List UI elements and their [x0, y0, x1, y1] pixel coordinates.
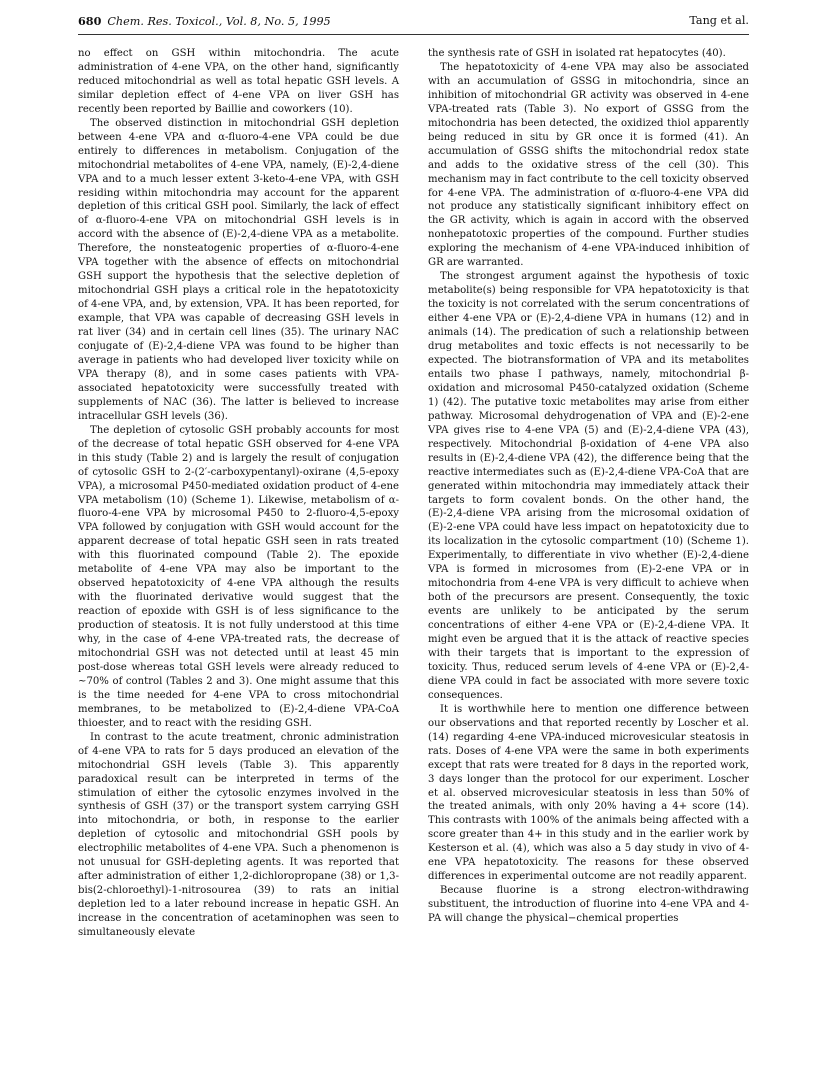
running-header: [78, 14, 749, 32]
paragraph: It is worthwhile here to mention one difference between our observations and that reported recently by Loscher et al. (14) regarding 4-ene VPA-induced microvesicular steatosis in rats. Doses of 4-ene VPA were the same in both experiments except that rats were treated for 8 days in the reported work, 3 days longer than the protocol for our experiment. Loscher et al. observed microvesicular steatosis in less than 50% of the treated animals, with only 20% having a 4+ score (14). This contrasts with 100% of the animals being affected with a score greater than 4+ in this study and in the earlier work by Kesterson et al. (4), which was also a 5 day study in vivo of 4-ene VPA hepatotoxicity. The reasons for these observed differences in experimental outcome are not readily apparent.: [428, 703, 749, 883]
paragraph: the synthesis rate of GSH in isolated rat hepatocytes (40).: [428, 48, 726, 59]
paragraph: Because fluorine is a strong electron-withdrawing substituent, the introduction of fluorine into 4-ene VPA and 4-PA will change the physical−chemical properties: [428, 885, 749, 925]
paragraph: The hepatotoxicity of 4-ene VPA may also be associated with an accumulation of GSSG in mitochondria, since an inhibition of mitochondrial GR activity was observed in 4-ene VPA-treated rats (Table 3). No export of GSSG from the mitochondria has been detected, the oxidized thiol apparently being reduced in situ by GR once it is formed (41). An accumulation of GSSG shifts the mitochondrial redox state and adds to the oxidative stress of the cell (30). This mechanism may in fact contribute to the cell toxicity observed for 4-ene VPA. The administration of α-fluoro-4-ene VPA did not produce any statistically significant inhibitory effect on the GR activity, which is again in accord with the observed nonhepatotoxic properties of the compound. Further studies exploring the mechanism of 4-ene VPA-induced inhibition of GR are warranted.: [428, 61, 749, 269]
header-rule: [78, 34, 749, 35]
paragraph: The depletion of cytosolic GSH probably accounts for most of the decrease of total hepatic GSH observed for 4-ene VPA in this study (Table 2) and is largely the result of conjugation of cytosolic GSH to 2-(2′-carboxypentanyl)-oxirane (4,5-epoxy VPA), a microsomal P450-mediated oxidation product of 4-ene VPA metabolism (10) (Scheme 1). Likewise, metabolism of α-fluoro-4-ene VPA by microsomal P450 to 2-fluoro-4,5-epoxy VPA followed by conjugation with GSH would account for the apparent decrease of total hepatic GSH seen in rats treated with this fluorinated compound (Table 2). The epoxide metabolite of 4-ene VPA may also be important to the observed hepatotoxicity of 4-ene VPA although the results with the fluorinated derivative would suggest that the reaction of epoxide with GSH is of less significance to the production of steatosis. It is not fully understood at this time why, in the case of 4-ene VPA-treated rats, the decrease of mitochondrial GSH was not detected until at least 45 min post-dose whereas total GSH levels were already reduced to ~70% of control (Tables 2 and 3). One might assume that this is the time needed for 4-ene VPA to cross mitochondrial membranes, to be metabolized to (E)-2,4-diene VPA-CoA thioester, and to react with the residing GSH.: [78, 424, 399, 729]
paragraph: The observed distinction in mitochondrial GSH depletion between 4-ene VPA and α-fluoro-4-ene VPA could be due entirely to differences in metabolism. Conjugation of the mitochondrial metabolites of 4-ene VPA, namely, (E)-2,4-diene VPA and to a much lesser extent 3-keto-4-ene VPA, with GSH residing within mitochondria may account for the apparent depletion of this critical GSH pool. Similarly, the lack of effect of α-fluoro-4-ene VPA on mitochondrial GSH levels is in accord with the absence of (E)-2,4-diene VPA as a metabolite. Therefore, the nonsteatogenic properties of α-fluoro-4-ene VPA together with the absence of effects on mitochondrial GSH support the hypothesis that the selective depletion of mitochondrial GSH plays a critical role in the hepatotoxicity of 4-ene VPA, and, by extension, VPA. It has been reported, for example, that VPA was capable of decreasing GSH levels in rat liver (34) and in certain cell lines (35). The urinary NAC conjugate of (E)-2,4-diene VPA was found to be higher than average in patients who had developed liver toxicity while on VPA therapy (8), and in some cases patients with VPA-associated hepatotoxicity were successfully treated with supplements of NAC (36). The latter is believed to increase intracellular GSH levels (36).: [78, 117, 399, 422]
header-authors: Tang et al.: [689, 14, 749, 27]
paragraph: The strongest argument against the hypothesis of toxic metabolite(s) being responsible for VPA hepatotoxicity is that the toxicity is not correlated with the serum concentrations of either 4-ene VPA or (E)-2,4-diene VPA in humans (12) and in animals (14). The predication of such a relationship between drug metabolites and toxic effects is not necessarily to be expected. The biotransformation of VPA and its metabolites entails two phase I pathways, namely, mitochondrial β-oxidation and microsomal P450-catalyzed oxidation (Scheme 1) (42). The putative toxic metabolites may arise from either pathway. Microsomal dehydrogenation of VPA and (E)-2-ene VPA gives rise to 4-ene VPA (5) and (E)-2,4-diene VPA (43), respectively. Mitochondrial β-oxidation of 4-ene VPA also results in (E)-2,4-diene VPA (42), the difference being that the reactive intermediates such as (E)-2,4-diene VPA-CoA that are generated within mitochondria may immediately attack their targets to form covalent bonds. On the other hand, the (E)-2,4-diene VPA arising from the microsomal oxidation of (E)-2-ene VPA could have less impact on hepatotoxicity due to its localization in the cytosolic compartment (10) (Scheme 1). Experimentally, to differentiate in vivo whether (E)-2,4-diene VPA is formed in microsomes from (E)-2-ene VPA or in mitochondria from 4-ene VPA is very difficult to achieve when both of the precursors are present. Consequently, the toxic events are unlikely to be anticipated by the serum concentrations of either 4-ene VPA or (E)-2,4-diene VPA. It might even be argued that it is the attack of reactive species with their targets that is important to the expression of toxicity. Thus, reduced serum levels of 4-ene VPA or (E)-2,4-diene VPA could in fact be associated with more severe toxic consequences.: [428, 271, 749, 701]
page-number: 680: [78, 14, 102, 28]
paragraph: no effect on GSH within mitochondria. The acute administration of 4-ene VPA, on the other hand, significantly reduced mitochondrial as well as total hepatic GSH levels. A similar depletion effect of 4-ene VPA on liver GSH has recently been reported by Baillie and coworkers (10).: [78, 48, 399, 115]
journal-citation: Chem. Res. Toxicol., Vol. 8, No. 5, 1995: [107, 15, 331, 28]
paragraph: In contrast to the acute treatment, chronic administration of 4-ene VPA to rats for 5 days produced an elevation of the mitochondrial GSH levels (Table 3). This apparently paradoxical result can be interpreted in terms of the stimulation of either the cytosolic enzymes involved in the synthesis of GSH (37) or the transport system carrying GSH into mitochondria, or both, in response to the earlier depletion of cytosolic and mitochondrial GSH pools by electrophilic metabolites of 4-ene VPA. Such a phenomenon is not unusual for GSH-depleting agents. It was reported that after administration of either 1,2-dichloropropane (38) or 1,3-bis(2-chloroethyl)-1-nitrosourea (39) to rats an initial depletion led to a later rebound increase in hepatic GSH. An increase in the concentration of acetaminophen was seen to simultaneously elevate: [78, 731, 399, 939]
header-left: [78, 14, 331, 28]
left-column: [78, 47, 399, 940]
right-column: [428, 47, 749, 926]
